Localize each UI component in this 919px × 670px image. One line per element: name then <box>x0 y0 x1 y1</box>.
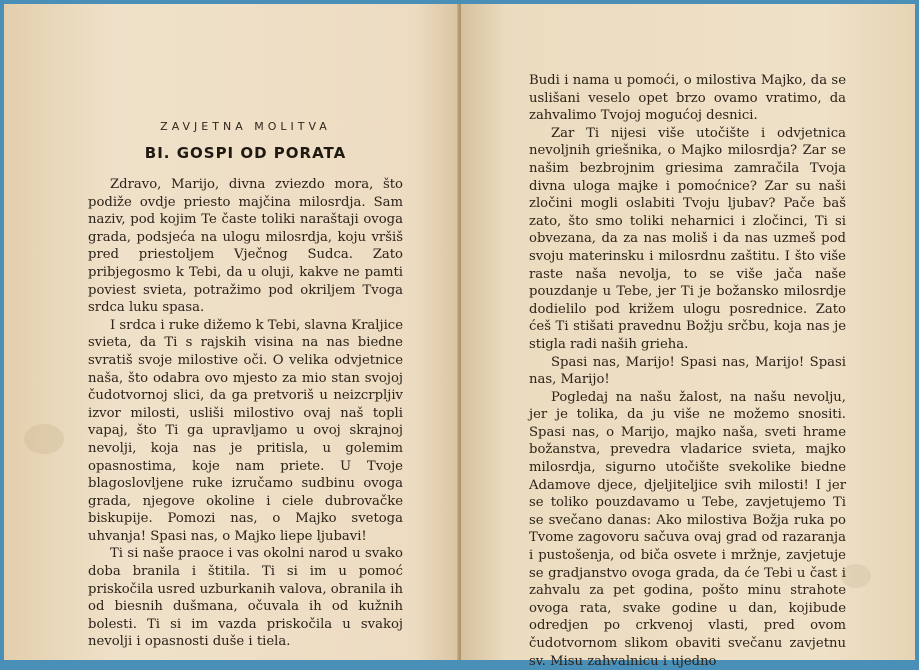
paragraph: Pogledaj na našu žalost, na našu nevolju, jer je tolika, da ju više ne možemo snositi. Spasi nas, o Marijo, majko naša, sveti hrame božanstva, prevedra vladarice svieta, majko milosrdja, sigurno utočište svekolike biedne Adamove djece, djeljiteljice svih milosti! I jer se toliko pouzdavamo u Tebe, zavjetujemo Ti se svečano danas: Ako milostiva Božja ruka po Tvome zagovoru sačuva ovaj grad od razaranja i pustošenja, od biča osvete i mržnje, zavjetuje se gradjanstvo ovoga grada, da će Tebi u čast i zahvalu za pet godina, pošto minu strahote ovoga rata, svake godine u dan, kojibude odredjen po crkvenoj vlasti, pred ovom čudotvornom slikom obaviti svečanu zavjetnu sv. Misu zahvalnicu i ujedno <box>529 389 846 669</box>
right-page-body <box>529 72 846 670</box>
paragraph: Ti si naše praoce i vas okolni narod u svako doba branila i štitila. Ti si im u pomoć priskočila usred uzburkanih valova, obranila ih od biesnih dušmana, očuvala ih od kužnih bolesti. Ti si im vazda priskočila u svakoj nevolji i opasnosti duše i tiela. <box>88 546 403 650</box>
paragraph: I srdca i ruke dižemo k Tebi, slavna Kraljice svieta, da Ti s rajskih visina na nas biedne svratiš svoje milostive oči. O velika odvjetnice naša, što odabra ovo mjesto za mio stan svojoj čudotvornoj slici, da ga pretvoriš u neizcrpljiv izvor milosti, usliši milostivo ovaj naš topli vapaj, što Ti ga upravljamo u ovoj skrajnoj nevolji, koja nas je pritisla, u golemim opasnostima, koje nam priete. U Tvoje blagoslovljene ruke izručamo sudbinu ovoga grada, njegove okoline i ciele dubrovačke biskupije. Pomozi nas, o Majko svetoga uhvanja! Spasi nas, o Majko liepe ljubavi! <box>88 317 403 544</box>
paragraph: Spasi nas, Marijo! Spasi nas, Marijo! Spasi nas, Marijo! <box>529 354 846 388</box>
booklet-spread <box>4 4 915 669</box>
paragraph: Zdravo, Marijo, divna zviezdo mora, što podiže ovdje priesto majčina milosrdja. Sam naziv, pod kojim Te časte toliki naraštaji ovoga grada, podsjeća na ulogu milosrdja, koju vršiš pred priestoljem Vječnog Sudca. Zato pribjegosmo k Tebi, da u oluji, kakve ne pamti poviest svieta, potražimo pod okriljem Tvoga srdca luku spasa. <box>88 177 403 316</box>
left-page-body <box>88 176 403 651</box>
prayer-subtitle: ZAVJETNA MOLITVA <box>160 120 331 133</box>
paragraph: Zar Ti nijesi više utočište i odvjetnica nevoljnih griešnika, o Majko milosrdja? Zar se našim bezbrojnim griesima zamračila Tvoja divna uloga majke i pomoćnice? Zar su naši zločini mogli oslabiti Tvoju ljubav? Pače baš zato, što smo toliki neharnici i zločinci, Ti si obvezana, da za nas moliš i da nas uzmeš pod svoju materinsku i milosrdnu zaštitu. I što više raste naša nevolja, to se više jača naše pouzdanje u Tebe, jer Ti je božansko milosrdje dodielilo pod križem ulogu posrednice. Zato ćeš Ti stišati pravednu Božju srčbu, koja nas je stigla radi naših grieha. <box>529 125 846 352</box>
right-page <box>461 4 915 669</box>
prayer-title: BI. GOSPI OD PORATA <box>144 144 347 162</box>
paragraph: Budi i nama u pomoći, o milostiva Majko, da se uslišani veselo opet brzo ovamo vratimo, da zahvalimo Tvojoj mogućoj desnici. <box>529 73 846 124</box>
left-page <box>4 4 459 660</box>
